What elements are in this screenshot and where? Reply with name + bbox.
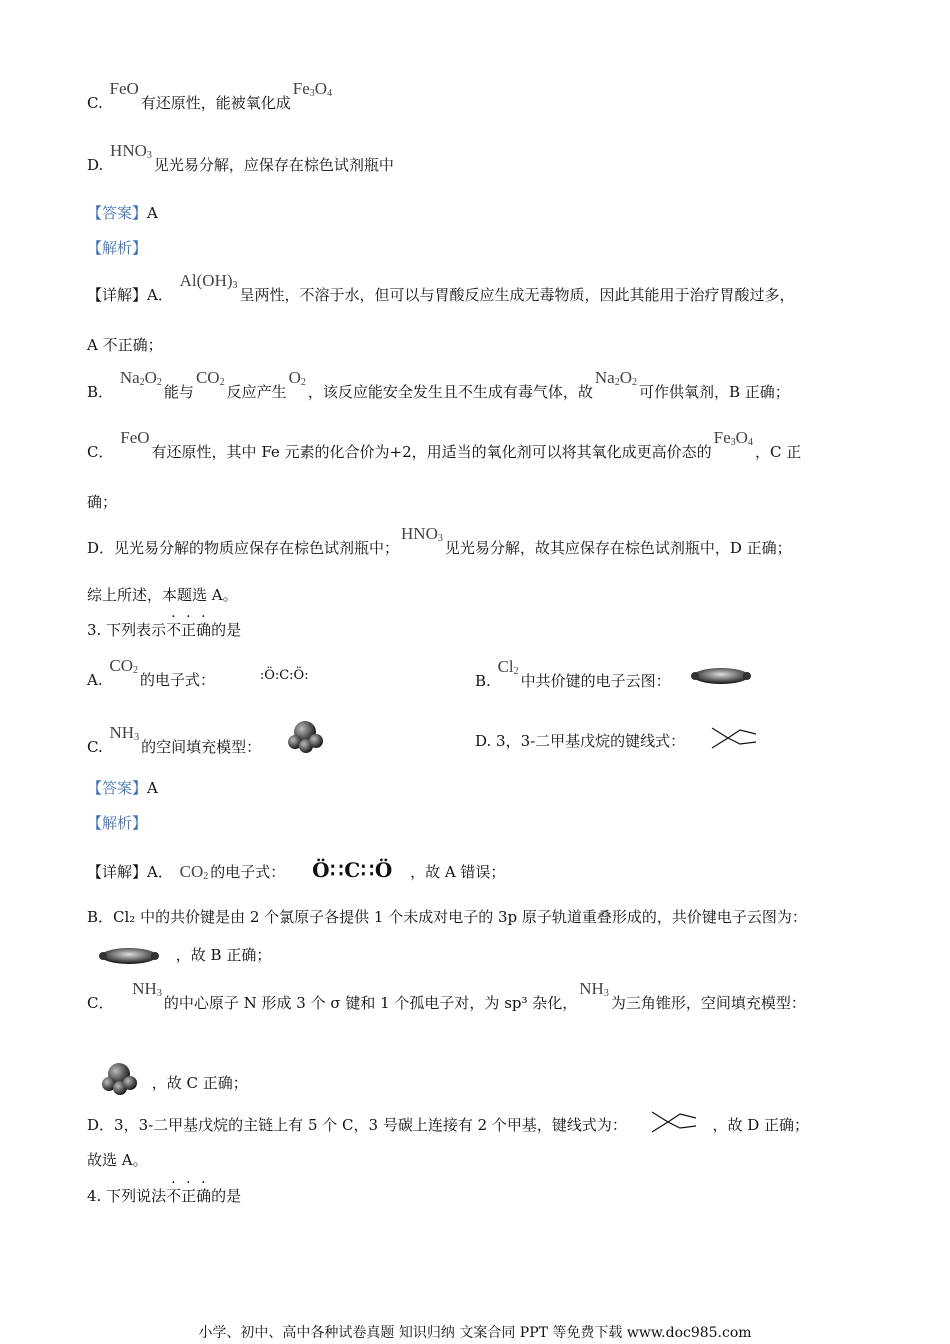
analysis-1: 【解析】 xyxy=(87,239,148,257)
detail2-c-cont: ，故 C 正确； xyxy=(87,1066,248,1102)
skeletal-formula-icon xyxy=(710,726,758,750)
detail2-c: C． $NH_3$的中心原子 N 形成 3 个 σ 键和 1 个孤电子对，为 sp³ 杂化，$NH_3$为三角锥形，空间填充模型： xyxy=(87,979,806,1012)
detail2-b-cont: ，故 B 正确； xyxy=(87,945,271,967)
electron-cloud-icon xyxy=(689,664,753,688)
electron-formula-small: :Ö:C:Ö: xyxy=(259,668,309,683)
summary-1: 综上所述，本题选 A。 xyxy=(87,586,238,604)
detail2-a: 【详解】A． $CO_2$ 的电子式： Ö∷C∷Ö ，故 A 错误； xyxy=(87,858,506,882)
detail-b: B． $Na_2O_2$能与$CO_2$反应产生$O_2$，该反应能安全发生且不生成有毒气体，故$Na_2O_2$可作供氧剂，B 正确； xyxy=(87,368,790,401)
q3-option-d: D. 3，3-二甲基戊烷的键线式： xyxy=(475,730,758,754)
formula-feo: FeO xyxy=(109,79,139,98)
q3-option-b: B. $Cl_2$中共价键的电子云图： xyxy=(475,670,753,696)
option-c-line: C. FeO有还原性，能被氧化成$Fe_3O_4$ xyxy=(87,79,333,112)
formula-fe3o4: $Fe_3O_4$ xyxy=(292,79,333,99)
conclusion-2: 故选 A。 xyxy=(87,1151,148,1169)
detail-d: D．见光易分解的物质应保存在棕色试剂瓶中；$HNO_3$见光易分解，故其应保存在棕色试剂瓶中，D 正确； xyxy=(87,524,792,557)
nh3-model-icon xyxy=(286,718,324,754)
question-3: 3. 下列表示不正确的是 xyxy=(87,621,242,639)
question-4: 4. 下列说法不正确的是 xyxy=(87,1187,242,1205)
analysis-2: 【解析】 xyxy=(87,814,148,832)
detail2-b: B．Cl₂ 中的共价键是由 2 个氯原子各提供 1 个未成对电子的 3p 原子轨道重叠形成的，共价键电子云图为： xyxy=(87,908,807,926)
detail-c: C． FeO有还原性，其中 Fe 元素的化合价为+2，用适当的氧化剂可以将其氧化成更高价态的$Fe_3O_4$，C 正 xyxy=(87,428,802,461)
nh3-model-icon xyxy=(99,1060,139,1096)
electron-formula-large: Ö∷C∷Ö xyxy=(312,858,394,882)
answer-1: 【答案】A xyxy=(87,204,158,222)
option-d-line: D. $HNO_3$见光易分解，应保存在棕色试剂瓶中 xyxy=(87,141,394,174)
page-footer: 小学、初中、高中各种试卷真题 知识归纳 文案合同 PPT 等免费下载 www.doc985.com xyxy=(198,1325,752,1341)
electron-cloud-icon xyxy=(97,945,161,967)
answer-2: 【答案】A xyxy=(87,779,158,797)
q3-option-c: C. $NH_3$的空间填充模型： xyxy=(87,730,324,766)
detail2-d: D．3，3-二甲基戊烷的主链上有 5 个 C，3 号碳上连接有 2 个甲基，键线式为： ，故 D 正确； xyxy=(87,1114,809,1138)
detail-a-cont: A 不正确； xyxy=(87,336,163,354)
detail-a: 【详解】A． $Al(OH)_3$呈两性，不溶于水，但可以与胃酸反应生成无毒物质，因此其能用于治疗胃酸过多， xyxy=(87,271,795,304)
q3-option-a: A. $CO_2$的电子式： :Ö:C:Ö: xyxy=(87,656,309,689)
detail-c-cont: 确； xyxy=(87,493,118,511)
skeletal-formula-icon xyxy=(650,1110,698,1134)
formula-hno3: $HNO_3$ xyxy=(110,141,152,161)
